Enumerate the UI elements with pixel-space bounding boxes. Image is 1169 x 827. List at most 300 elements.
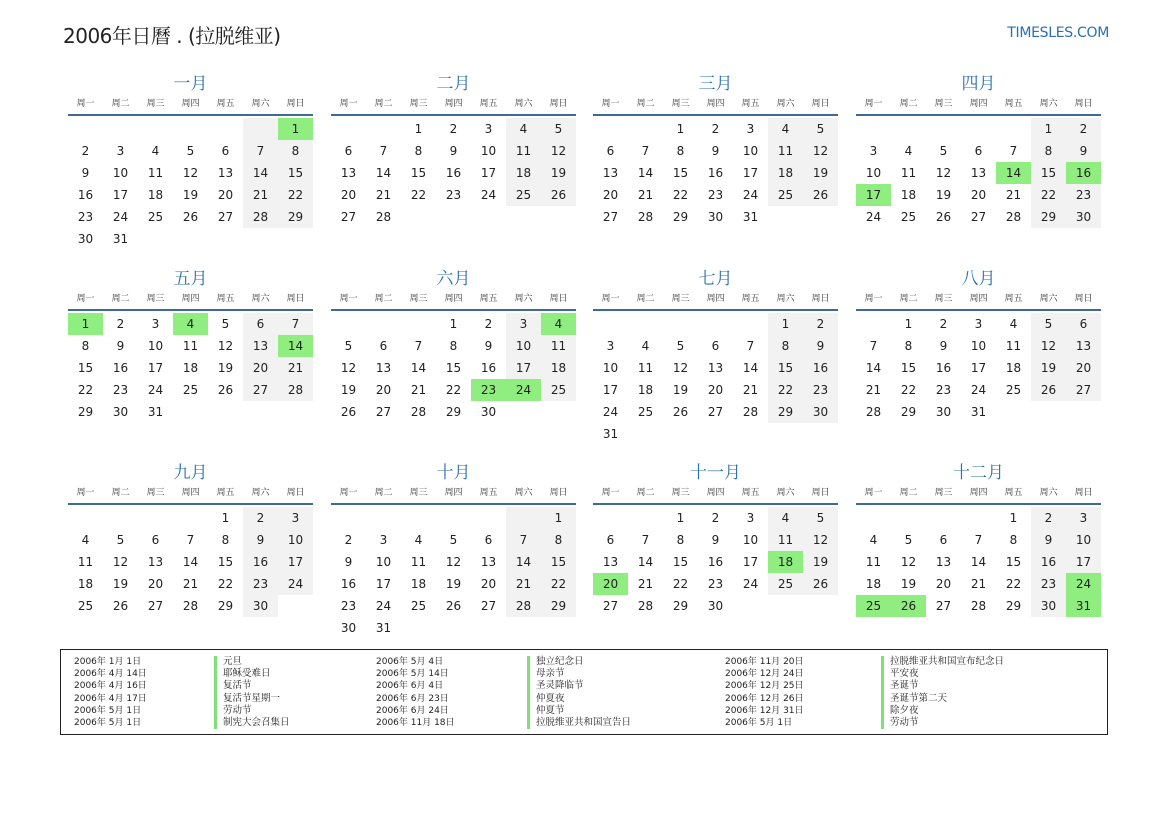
week-row (856, 140, 1101, 162)
day-cell: 18 (77, 577, 94, 591)
empty-day-cell (138, 228, 173, 250)
week-row (68, 140, 313, 162)
empty-day-cell (768, 423, 803, 445)
day-cell: 25 (410, 599, 427, 613)
empty-day-cell (891, 118, 926, 140)
day-cell: 12 (803, 529, 838, 551)
day-cell: 25 (147, 210, 164, 224)
day-cell: 11 (410, 555, 427, 569)
day-cell: 20 (480, 577, 497, 591)
weekday-label: 周五 (1004, 294, 1023, 304)
empty-day-cell (103, 507, 138, 529)
weekday-header (68, 291, 313, 307)
holiday-date: 2006年 12月 31日 (725, 705, 804, 716)
weekday-label: 周六 (514, 488, 533, 498)
day-cell: 8 (1031, 140, 1066, 162)
weekday-label: 周四 (444, 294, 463, 304)
month-7 (593, 267, 838, 445)
day-cell: 10 (375, 555, 392, 569)
day-cell: 10 (742, 144, 759, 158)
day-cell: 19 (112, 577, 129, 591)
day-cell: 23 (445, 188, 462, 202)
week-row (856, 507, 1101, 529)
day-cell: 1 (1009, 511, 1018, 525)
month-5 (68, 267, 313, 423)
day-cell: 21 (243, 184, 278, 206)
day-cell: 17 (112, 188, 129, 202)
day-cell: 3 (606, 339, 615, 353)
holiday-name: 仲夏节 (536, 704, 565, 716)
day-cell: 27 (340, 210, 357, 224)
day-cell: 25 (541, 379, 576, 401)
holiday-name-column (881, 656, 1004, 729)
day-cell: 12 (182, 166, 199, 180)
weekday-label: 周六 (1039, 294, 1058, 304)
day-cell: 27 (1066, 379, 1101, 401)
empty-day-cell (436, 507, 471, 529)
day-cell: 13 (243, 335, 278, 357)
day-cell: 24 (480, 188, 497, 202)
day-cell: 2 (344, 533, 353, 547)
weekday-header (593, 96, 838, 112)
day-cell: 21 (637, 577, 654, 591)
empty-day-cell (401, 313, 436, 335)
weekday-label: 周四 (444, 99, 463, 109)
empty-day-cell (996, 401, 1031, 423)
day-cell: 29 (672, 599, 689, 613)
empty-day-cell (401, 617, 436, 639)
holiday-name: 圣灵降临节 (536, 680, 584, 692)
day-cell: 9 (1031, 529, 1066, 551)
month-divider (331, 114, 576, 116)
day-cell: 9 (1066, 140, 1101, 162)
month-10 (331, 461, 576, 639)
weekday-label: 周日 (549, 99, 568, 109)
holiday-name: 耶稣受难日 (223, 668, 271, 680)
empty-day-cell (803, 206, 838, 228)
week-row (856, 595, 1101, 617)
weekday-label: 周一 (864, 99, 883, 109)
week-row (593, 551, 838, 573)
week-row (68, 357, 313, 379)
day-cell: 17 (147, 361, 164, 375)
empty-day-cell (68, 118, 103, 140)
day-cell: 9 (81, 166, 90, 180)
weekday-label: 周六 (251, 99, 270, 109)
weekday-label: 周二 (111, 488, 130, 498)
day-cell: 10 (602, 361, 619, 375)
day-cell: 13 (480, 555, 497, 569)
week-row (593, 357, 838, 379)
day-cell: 9 (711, 533, 720, 547)
day-cell: 30 (340, 621, 357, 635)
week-row (593, 423, 838, 445)
week-row (856, 401, 1101, 423)
weekday-label: 周日 (549, 488, 568, 498)
weekday-label: 周五 (216, 99, 235, 109)
month-divider (68, 503, 313, 505)
weekday-label: 周四 (706, 488, 725, 498)
week-row (856, 118, 1101, 140)
week-row (68, 573, 313, 595)
day-cell: 3 (484, 122, 493, 136)
day-cell: 6 (974, 144, 983, 158)
day-cell: 31 (742, 210, 759, 224)
day-cell: 21 (278, 357, 313, 379)
day-cell: 22 (77, 383, 94, 397)
day-cell: 30 (77, 232, 94, 246)
weekday-label: 周日 (549, 294, 568, 304)
weekday-label: 周六 (251, 294, 270, 304)
day-cell: 26 (217, 383, 234, 397)
day-cell: 28 (865, 405, 882, 419)
day-cell: 22 (768, 379, 803, 401)
day-cell: 10 (970, 339, 987, 353)
day-cell: 27 (602, 599, 619, 613)
weekday-label: 周二 (899, 294, 918, 304)
weekday-label: 周三 (409, 294, 428, 304)
month-name: 十二月 (953, 463, 1004, 483)
day-cell: 12 (935, 166, 952, 180)
day-cell: 27 (217, 210, 234, 224)
empty-day-cell (698, 313, 733, 335)
day-cell: 13 (1066, 335, 1101, 357)
day-cell: 17 (602, 383, 619, 397)
day-cell: 21 (182, 577, 199, 591)
day-cell: 2 (116, 317, 125, 331)
day-cell: 14 (742, 361, 759, 375)
day-cell: 21 (410, 383, 427, 397)
day-cell: 8 (768, 335, 803, 357)
day-cell: 16 (935, 361, 952, 375)
week-row (331, 379, 576, 401)
empty-day-cell (768, 206, 803, 228)
day-cell: 22 (541, 573, 576, 595)
weekday-label: 周二 (636, 99, 655, 109)
holiday-date: 2006年 6月 24日 (376, 705, 449, 716)
site-link[interactable]: TIMESLES.COM (1007, 25, 1109, 41)
empty-day-cell (278, 401, 313, 423)
day-cell: 18 (637, 383, 654, 397)
day-cell: 26 (803, 184, 838, 206)
day-cell: 24 (970, 383, 987, 397)
day-cell: 14 (637, 555, 654, 569)
weekday-label: 周三 (934, 99, 953, 109)
week-row (331, 162, 576, 184)
day-cell: 19 (803, 162, 838, 184)
day-cell: 14 (278, 335, 313, 357)
month-divider (68, 309, 313, 311)
weekday-label: 周四 (181, 99, 200, 109)
day-cell: 2 (711, 122, 720, 136)
week-row (331, 335, 576, 357)
day-cell: 5 (803, 118, 838, 140)
day-cell: 24 (865, 210, 882, 224)
day-cell: 20 (243, 357, 278, 379)
week-row (68, 184, 313, 206)
week-row (331, 573, 576, 595)
day-cell: 10 (865, 166, 882, 180)
day-cell: 13 (970, 166, 987, 180)
empty-day-cell (331, 313, 366, 335)
day-cell: 11 (637, 361, 654, 375)
empty-day-cell (733, 595, 768, 617)
week-row (68, 206, 313, 228)
day-cell: 26 (445, 599, 462, 613)
holiday-date: 2006年 6月 4日 (376, 681, 444, 692)
holiday-name: 母亲节 (536, 668, 565, 680)
day-cell: 21 (1005, 188, 1022, 202)
day-cell: 26 (672, 405, 689, 419)
day-cell: 8 (541, 529, 576, 551)
day-cell: 7 (641, 533, 650, 547)
day-cell: 20 (217, 188, 234, 202)
day-cell: 28 (410, 405, 427, 419)
empty-day-cell (471, 206, 506, 228)
day-cell: 31 (602, 427, 619, 441)
month-8 (856, 267, 1101, 423)
day-cell: 23 (707, 188, 724, 202)
week-row (856, 335, 1101, 357)
day-cell: 12 (541, 140, 576, 162)
empty-day-cell (663, 423, 698, 445)
day-cell: 7 (186, 533, 195, 547)
day-cell: 3 (151, 317, 160, 331)
empty-day-cell (926, 118, 961, 140)
day-cell: 1 (768, 313, 803, 335)
empty-day-cell (68, 507, 103, 529)
weekday-header (593, 291, 838, 307)
month-3 (593, 72, 838, 228)
day-cell: 18 (410, 577, 427, 591)
day-cell: 11 (768, 140, 803, 162)
day-cell: 16 (480, 361, 497, 375)
empty-day-cell (891, 507, 926, 529)
day-cell: 12 (340, 361, 357, 375)
empty-day-cell (541, 206, 576, 228)
weekday-header (68, 485, 313, 501)
day-cell: 26 (112, 599, 129, 613)
week-row (593, 335, 838, 357)
day-cell: 21 (970, 577, 987, 591)
holiday-list (60, 649, 1108, 735)
month-name: 三月 (698, 74, 733, 94)
holiday-date: 2006年 11月 18日 (376, 718, 455, 729)
empty-day-cell (103, 118, 138, 140)
week-row (856, 357, 1101, 379)
day-cell: 30 (480, 405, 497, 419)
week-row (856, 529, 1101, 551)
weekday-header (331, 291, 576, 307)
week-row (68, 313, 313, 335)
day-cell: 30 (1066, 206, 1101, 228)
day-cell: 4 (869, 533, 878, 547)
week-row (331, 507, 576, 529)
week-row (331, 357, 576, 379)
month-name: 九月 (173, 463, 208, 483)
day-cell: 17 (742, 166, 759, 180)
day-cell: 26 (182, 210, 199, 224)
weekday-header (593, 485, 838, 501)
day-cell: 25 (182, 383, 199, 397)
week-row (68, 507, 313, 529)
day-cell: 23 (1031, 573, 1066, 595)
day-cell: 22 (445, 383, 462, 397)
week-row (68, 529, 313, 551)
day-cell: 29 (1031, 206, 1066, 228)
holiday-name: 劳动节 (890, 717, 919, 729)
day-cell: 22 (1005, 577, 1022, 591)
day-cell: 14 (637, 166, 654, 180)
day-cell: 2 (803, 313, 838, 335)
weekday-label: 周日 (1074, 488, 1093, 498)
page-title: 2006年日曆 . (拉脱维亚) (63, 24, 281, 48)
day-cell: 27 (480, 599, 497, 613)
holiday-date: 2006年 4月 17日 (74, 693, 147, 704)
week-row (331, 617, 576, 639)
day-cell: 1 (68, 313, 103, 335)
day-cell: 8 (278, 140, 313, 162)
weekday-label: 周四 (706, 294, 725, 304)
empty-day-cell (768, 595, 803, 617)
day-cell: 3 (746, 122, 755, 136)
day-cell: 29 (900, 405, 917, 419)
day-cell: 1 (449, 317, 458, 331)
weekday-label: 周五 (1004, 99, 1023, 109)
day-cell: 9 (449, 144, 458, 158)
holiday-name: 拉脱维亚共和国宣布纪念日 (890, 656, 1005, 667)
day-cell: 29 (77, 405, 94, 419)
weekday-label: 周六 (1039, 99, 1058, 109)
day-cell: 16 (1031, 551, 1066, 573)
day-cell: 31 (375, 621, 392, 635)
weekday-label: 周三 (146, 488, 165, 498)
day-cell: 16 (77, 188, 94, 202)
day-cell: 7 (869, 339, 878, 353)
weekday-label: 周日 (1074, 99, 1093, 109)
day-cell: 15 (900, 361, 917, 375)
day-cell: 12 (445, 555, 462, 569)
empty-day-cell (541, 401, 576, 423)
day-cell: 24 (278, 573, 313, 595)
day-cell: 1 (904, 317, 913, 331)
holiday-name: 圣诞节 (890, 680, 919, 692)
holiday-name: 制宪大会召集日 (223, 717, 290, 729)
month-divider (856, 114, 1101, 116)
day-cell: 11 (768, 529, 803, 551)
day-cell: 24 (602, 405, 619, 419)
holiday-name: 平安夜 (890, 668, 919, 680)
day-cell: 30 (707, 210, 724, 224)
week-row (593, 118, 838, 140)
empty-day-cell (733, 313, 768, 335)
day-cell: 29 (768, 401, 803, 423)
empty-day-cell (331, 507, 366, 529)
day-cell: 26 (1031, 379, 1066, 401)
empty-day-cell (698, 423, 733, 445)
weekday-label: 周日 (811, 294, 830, 304)
empty-day-cell (506, 507, 541, 529)
empty-day-cell (331, 118, 366, 140)
day-cell: 10 (742, 533, 759, 547)
week-row (856, 551, 1101, 573)
day-cell: 6 (939, 533, 948, 547)
day-cell: 2 (81, 144, 90, 158)
day-cell: 12 (803, 140, 838, 162)
month-divider (331, 503, 576, 505)
weekday-label: 周一 (339, 488, 358, 498)
day-cell: 18 (182, 361, 199, 375)
weekday-label: 周日 (1074, 294, 1093, 304)
empty-day-cell (593, 313, 628, 335)
day-cell: 10 (278, 529, 313, 551)
week-row (68, 228, 313, 250)
empty-day-cell (471, 507, 506, 529)
holiday-name-column (527, 656, 631, 729)
day-cell: 4 (904, 144, 913, 158)
day-cell: 23 (1066, 184, 1101, 206)
weekday-label: 周六 (776, 99, 795, 109)
holiday-name: 独立纪念日 (536, 656, 584, 667)
day-cell: 30 (935, 405, 952, 419)
week-row (331, 118, 576, 140)
day-cell: 22 (1031, 184, 1066, 206)
day-cell: 5 (904, 533, 913, 547)
empty-day-cell (401, 507, 436, 529)
week-row (856, 573, 1101, 595)
weekday-label: 周一 (76, 488, 95, 498)
month-name: 六月 (436, 269, 471, 289)
weekday-label: 周二 (636, 488, 655, 498)
day-cell: 27 (147, 599, 164, 613)
day-cell: 3 (506, 313, 541, 335)
day-cell: 28 (970, 599, 987, 613)
day-cell: 7 (414, 339, 423, 353)
week-row (331, 401, 576, 423)
holiday-name: 除夕夜 (890, 704, 919, 716)
day-cell: 8 (414, 144, 423, 158)
empty-day-cell (628, 118, 663, 140)
day-cell: 13 (602, 166, 619, 180)
day-cell: 4 (506, 118, 541, 140)
day-cell: 23 (707, 577, 724, 591)
month-11 (593, 461, 838, 617)
week-row (593, 313, 838, 335)
day-cell: 31 (112, 232, 129, 246)
day-cell: 5 (449, 533, 458, 547)
day-cell: 15 (541, 551, 576, 573)
day-cell: 7 (641, 144, 650, 158)
week-row (593, 140, 838, 162)
holiday-date: 2006年 4月 16日 (74, 681, 147, 692)
day-cell: 20 (147, 577, 164, 591)
day-cell: 25 (856, 595, 891, 617)
day-cell: 28 (182, 599, 199, 613)
day-cell: 8 (1009, 533, 1018, 547)
day-cell: 16 (243, 551, 278, 573)
day-cell: 11 (900, 166, 917, 180)
day-cell: 2 (243, 507, 278, 529)
day-cell: 19 (217, 361, 234, 375)
day-cell: 24 (742, 188, 759, 202)
day-cell: 16 (803, 357, 838, 379)
day-cell: 21 (637, 188, 654, 202)
month-divider (593, 114, 838, 116)
day-cell: 9 (711, 144, 720, 158)
weekday-label: 周一 (339, 99, 358, 109)
day-cell: 20 (970, 188, 987, 202)
weekday-label: 周五 (216, 488, 235, 498)
